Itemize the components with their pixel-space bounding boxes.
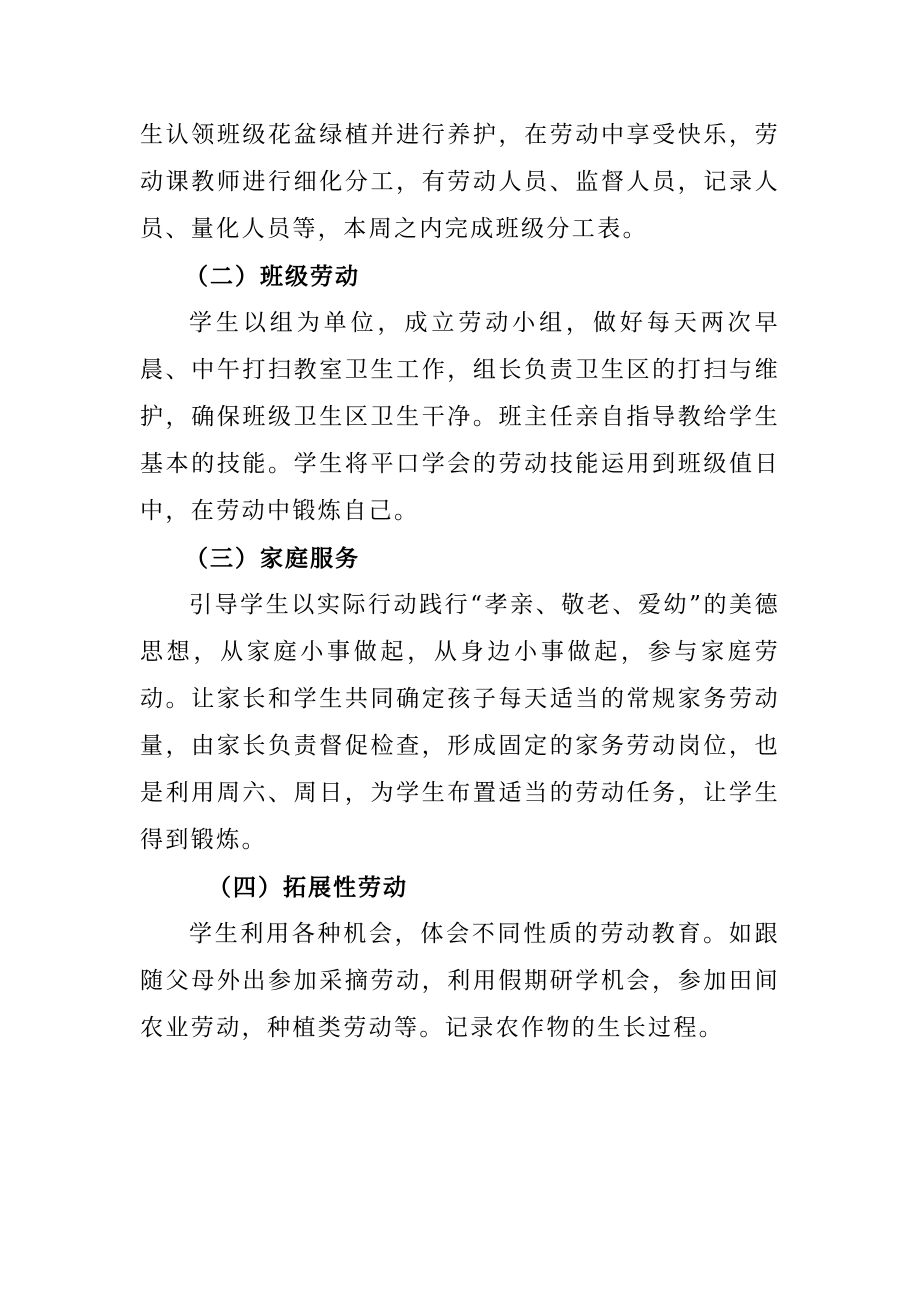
continued-paragraph: 生认领班级花盆绿植并进行养护，在劳动中享受快乐，劳动课教师进行细化分工，有劳动人员、监督人员，记录人员、量化人员等，本周之内完成班级分工表。 [140,122,780,242]
section-body-family-service: 引导学生以实际行动践行“孝亲、敬老、爱幼”的美德思想，从家庭小事做起，从身边小事做起，参与家庭劳动。让家长和学生共同确定孩子每天适当的常规家务劳动量，由家长负责督促检查，形成固定的家务劳动岗位，也是利用周六、周日，为学生布置适当的劳动任务，让学生得到锻炼。 [140,592,780,853]
section-body-extended-labor: 学生利用各种机会，体会不同性质的劳动教育。如跟随父母外出参加采摘劳动，利用假期研学机会，参加田间农业劳动，种植类劳动等。记录农作物的生长过程。 [140,921,780,1041]
section-body-class-labor: 学生以组为单位，成立劳动小组，做好每天两次早晨、中午打扫教室卫生工作，组长负责卫生区的打扫与维护，确保班级卫生区卫生干净。班主任亲自指导教给学生基本的技能。学生将平口学会的劳动技能运用到班级值日中，在劳动中锻炼自己。 [140,310,780,524]
section-heading-extended-labor: （四）拓展性劳动 [208,874,408,901]
section-heading-family-service: （三）家庭服务 [185,545,360,572]
section-heading-class-labor: （二）班级劳动 [185,263,360,290]
document-body [140,112,780,1052]
